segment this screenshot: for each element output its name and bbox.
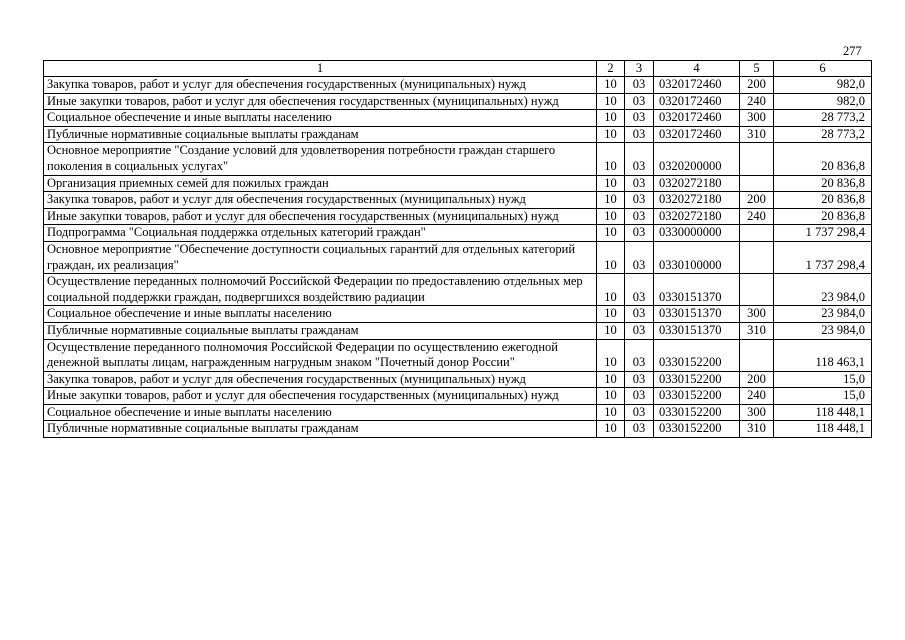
target-article-cell: 0320272180: [654, 192, 740, 209]
subsection-code-cell: 03: [625, 274, 654, 306]
table-body: [44, 61, 872, 438]
expense-type-cell: 310: [740, 421, 774, 438]
subsection-code-cell: 03: [625, 306, 654, 323]
target-article-cell: 0330151370: [654, 274, 740, 306]
section-code-cell: 10: [597, 143, 625, 175]
row-name-cell: Основное мероприятие "Обеспечение доступности социальных гарантий для отдельных категорий граждан, их реализация": [44, 241, 597, 273]
subsection-code-cell: 03: [625, 241, 654, 273]
row-name-cell: Социальное обеспечение и иные выплаты населению: [44, 404, 597, 421]
target-article-cell: 0330152200: [654, 404, 740, 421]
row-name-cell: Подпрограмма "Социальная поддержка отдельных категорий граждан": [44, 225, 597, 242]
expense-type-cell: 200: [740, 77, 774, 94]
section-code-cell: 10: [597, 404, 625, 421]
section-code-cell: 10: [597, 93, 625, 110]
subsection-code-cell: 03: [625, 126, 654, 143]
row-name-cell: Иные закупки товаров, работ и услуг для обеспечения государственных (муниципальных) нужд: [44, 388, 597, 405]
row-name-cell: Осуществление переданного полномочия Российской Федерации по осуществлению ежегодной денежной выплаты лицам, награжденным нагрудным знаком "Почетный донор России": [44, 339, 597, 371]
row-name-cell: Социальное обеспечение и иные выплаты населению: [44, 110, 597, 127]
row-name-cell: Социальное обеспечение и иные выплаты населению: [44, 306, 597, 323]
amount-cell: 118 448,1: [774, 404, 872, 421]
amount-cell: 20 836,8: [774, 208, 872, 225]
amount-cell: 982,0: [774, 93, 872, 110]
expense-type-cell: 300: [740, 306, 774, 323]
column-header-5: 5: [740, 61, 774, 77]
target-article-cell: 0320172460: [654, 93, 740, 110]
amount-cell: 28 773,2: [774, 110, 872, 127]
target-article-cell: 0330152200: [654, 388, 740, 405]
section-code-cell: 10: [597, 322, 625, 339]
amount-cell: 982,0: [774, 77, 872, 94]
column-header-4: 4: [654, 61, 740, 77]
subsection-code-cell: 03: [625, 208, 654, 225]
amount-cell: 20 836,8: [774, 143, 872, 175]
section-code-cell: 10: [597, 225, 625, 242]
expense-type-cell: 300: [740, 110, 774, 127]
section-code-cell: 10: [597, 306, 625, 323]
table-row: [44, 421, 872, 438]
amount-cell: 1 737 298,4: [774, 241, 872, 273]
table-row: [44, 274, 872, 306]
subsection-code-cell: 03: [625, 388, 654, 405]
amount-cell: 20 836,8: [774, 175, 872, 192]
section-code-cell: 10: [597, 339, 625, 371]
subsection-code-cell: 03: [625, 143, 654, 175]
subsection-code-cell: 03: [625, 110, 654, 127]
table-row: [44, 93, 872, 110]
table-row: [44, 322, 872, 339]
expense-type-cell: 200: [740, 371, 774, 388]
amount-cell: 23 984,0: [774, 306, 872, 323]
row-name-cell: Публичные нормативные социальные выплаты гражданам: [44, 421, 597, 438]
table-header-row: [44, 61, 872, 77]
amount-cell: 23 984,0: [774, 322, 872, 339]
table-row: [44, 126, 872, 143]
subsection-code-cell: 03: [625, 404, 654, 421]
section-code-cell: 10: [597, 241, 625, 273]
target-article-cell: 0330152200: [654, 371, 740, 388]
subsection-code-cell: 03: [625, 77, 654, 94]
row-name-cell: Закупка товаров, работ и услуг для обеспечения государственных (муниципальных) нужд: [44, 371, 597, 388]
column-header-6: 6: [774, 61, 872, 77]
row-name-cell: Иные закупки товаров, работ и услуг для обеспечения государственных (муниципальных) нужд: [44, 93, 597, 110]
target-article-cell: 0320172460: [654, 77, 740, 94]
section-code-cell: 10: [597, 274, 625, 306]
amount-cell: 118 463,1: [774, 339, 872, 371]
target-article-cell: 0320272180: [654, 175, 740, 192]
column-header-2: 2: [597, 61, 625, 77]
section-code-cell: 10: [597, 388, 625, 405]
table-row: [44, 404, 872, 421]
table-row: [44, 192, 872, 209]
amount-cell: 20 836,8: [774, 192, 872, 209]
amount-cell: 28 773,2: [774, 126, 872, 143]
expense-type-cell: [740, 225, 774, 242]
section-code-cell: 10: [597, 208, 625, 225]
subsection-code-cell: 03: [625, 371, 654, 388]
subsection-code-cell: 03: [625, 421, 654, 438]
target-article-cell: 0330152200: [654, 421, 740, 438]
expense-type-cell: 240: [740, 208, 774, 225]
section-code-cell: 10: [597, 421, 625, 438]
expense-type-cell: [740, 241, 774, 273]
row-name-cell: Публичные нормативные социальные выплаты гражданам: [44, 322, 597, 339]
target-article-cell: 0320172460: [654, 126, 740, 143]
target-article-cell: 0330000000: [654, 225, 740, 242]
amount-cell: 15,0: [774, 371, 872, 388]
budget-table: [43, 60, 872, 438]
expense-type-cell: 200: [740, 192, 774, 209]
expense-type-cell: 300: [740, 404, 774, 421]
target-article-cell: 0330151370: [654, 306, 740, 323]
target-article-cell: 0320200000: [654, 143, 740, 175]
target-article-cell: 0330152200: [654, 339, 740, 371]
table-row: [44, 208, 872, 225]
table-row: [44, 225, 872, 242]
column-header-1: 1: [44, 61, 597, 77]
amount-cell: 1 737 298,4: [774, 225, 872, 242]
subsection-code-cell: 03: [625, 175, 654, 192]
page-number: 277: [843, 44, 862, 58]
expense-type-cell: [740, 274, 774, 306]
target-article-cell: 0330100000: [654, 241, 740, 273]
row-name-cell: Закупка товаров, работ и услуг для обеспечения государственных (муниципальных) нужд: [44, 77, 597, 94]
subsection-code-cell: 03: [625, 225, 654, 242]
section-code-cell: 10: [597, 175, 625, 192]
subsection-code-cell: 03: [625, 192, 654, 209]
column-header-3: 3: [625, 61, 654, 77]
expense-type-cell: 240: [740, 388, 774, 405]
section-code-cell: 10: [597, 126, 625, 143]
table-row: [44, 388, 872, 405]
expense-type-cell: [740, 175, 774, 192]
subsection-code-cell: 03: [625, 322, 654, 339]
table-row: [44, 110, 872, 127]
expense-type-cell: 310: [740, 322, 774, 339]
amount-cell: 15,0: [774, 388, 872, 405]
table-row: [44, 339, 872, 371]
table-row: [44, 306, 872, 323]
row-name-cell: Закупка товаров, работ и услуг для обеспечения государственных (муниципальных) нужд: [44, 192, 597, 209]
row-name-cell: Иные закупки товаров, работ и услуг для обеспечения государственных (муниципальных) нужд: [44, 208, 597, 225]
target-article-cell: 0330151370: [654, 322, 740, 339]
expense-type-cell: 240: [740, 93, 774, 110]
table-row: [44, 241, 872, 273]
row-name-cell: Публичные нормативные социальные выплаты гражданам: [44, 126, 597, 143]
section-code-cell: 10: [597, 371, 625, 388]
table-row: [44, 175, 872, 192]
target-article-cell: 0320172460: [654, 110, 740, 127]
amount-cell: 118 448,1: [774, 421, 872, 438]
expense-type-cell: [740, 339, 774, 371]
section-code-cell: 10: [597, 77, 625, 94]
row-name-cell: Организация приемных семей для пожилых граждан: [44, 175, 597, 192]
subsection-code-cell: 03: [625, 93, 654, 110]
subsection-code-cell: 03: [625, 339, 654, 371]
row-name-cell: Основное мероприятие "Создание условий для удовлетворения потребности граждан старшего поколения в социальных услугах": [44, 143, 597, 175]
section-code-cell: 10: [597, 110, 625, 127]
expense-type-cell: 310: [740, 126, 774, 143]
row-name-cell: Осуществление переданных полномочий Российской Федерации по предоставлению отдельных мер социальной поддержки граждан, подвергшихся воздействию радиации: [44, 274, 597, 306]
table-row: [44, 143, 872, 175]
expense-type-cell: [740, 143, 774, 175]
section-code-cell: 10: [597, 192, 625, 209]
table-row: [44, 371, 872, 388]
target-article-cell: 0320272180: [654, 208, 740, 225]
amount-cell: 23 984,0: [774, 274, 872, 306]
table-row: [44, 77, 872, 94]
